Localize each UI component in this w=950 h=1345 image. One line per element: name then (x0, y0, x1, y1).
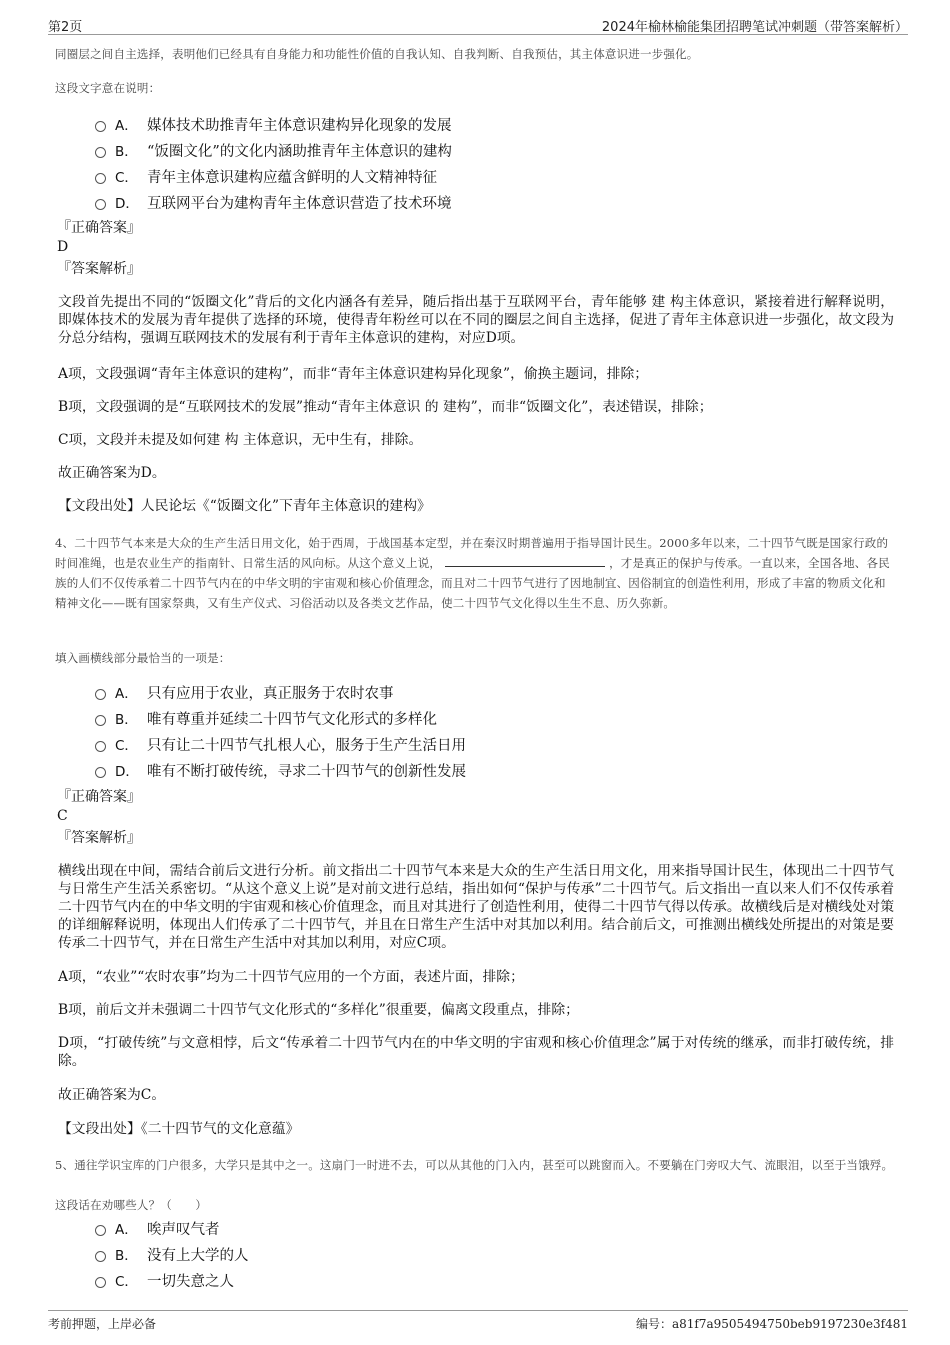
radio-icon[interactable] (95, 741, 106, 752)
radio-icon[interactable] (95, 689, 106, 700)
q5-options (95, 1215, 895, 1293)
page-number: 第2页 (48, 20, 83, 35)
q4-answer: C (57, 808, 68, 824)
radio-icon[interactable] (95, 1251, 106, 1262)
q3-passage-end: 同圈层之间自主选择，表明他们已经具有自身能力和功能性价值的自我认知、自我判断、自我预估，其主体意识进一步强化。 (55, 47, 699, 61)
q3-option-c[interactable]: C． 青年主体意识建构应蕴含鲜明的人文精神特征 (95, 163, 895, 189)
q3-answer: D (57, 239, 69, 255)
q4-answer-label: 『正确答案』 (57, 789, 141, 805)
q3-analysis-a: A项，文段强调“青年主体意识的建构”，而非“青年主体意识建构异化现象”，偷换主题词，排除； (58, 366, 649, 382)
q3-analysis-c: C项，文段并未提及如何建 构 主体意识，无中生有，排除。 (58, 432, 423, 448)
q4-source: 【文段出处】《二十四节气的文化意蕴》 (58, 1121, 300, 1137)
fill-blank (445, 554, 605, 567)
q3-analysis-b: B项，文段强调的是“互联网技术的发展”推动“青年主体意识 的 建构”，而非“饭圈文化”，表述错误，排除； (58, 399, 713, 415)
q3-conclusion: 故正确答案为D。 (58, 465, 166, 481)
q5-option-b[interactable]: B． 没有上大学的人 (95, 1241, 895, 1267)
radio-icon[interactable] (95, 173, 106, 184)
q4-option-c[interactable]: C． 只有让二十四节气扎根人心，服务于生产生活日用 (95, 731, 895, 757)
q3-option-a[interactable]: A． 媒体技术助推青年主体意识建构异化现象的发展 (95, 111, 895, 137)
q3-analysis-label: 『答案解析』 (57, 261, 141, 277)
radio-icon[interactable] (95, 199, 106, 210)
q3-options (95, 111, 895, 215)
radio-icon[interactable] (95, 767, 106, 778)
q3-analysis-main: 文段首先提出不同的“饭圈文化”背后的文化内涵各有差异，随后指出基于互联网平台，青年能够 建 构主体意识，紧接着进行解释说明，即媒体技术的发展为青年提供了选择的环境，使得青年粉丝可以在不同的圈层之间自主选择，促进了青年主体意识进一步强化，故文段为分总分结构，强调互联网技术的发展有利于青年主体意识的建构，对应D项。 (58, 294, 894, 346)
radio-icon[interactable] (95, 715, 106, 726)
q4-option-a[interactable]: A． 只有应用于农业，真正服务于农时农事 (95, 679, 895, 705)
q4-passage: 4、二十四节气本来是大众的生产生活日用文化，始于西周，于战国基本定型，并在秦汉时期普遍用于指导国计民生。2000多年以来，二十四节气既是国家行政的时间准绳，也是农业生产的指南针、日常生活的风向标。从这个意义上说， ，才是真正的保护与传承。一直以来，全国各地、各民族的人们不仅传承着二十四节气内在的中华文明的宇宙观和核心价值理念，而且对二十四节气进行了因地制宜、因俗制宜的创造性利用，形成了丰富的物质文化和精神文化——既有国家祭典，又有生产仪式、习俗活动以及各类文艺作品，使二十四节气文化得以生生不息、历久弥新。 (55, 536, 890, 610)
q5-prompt: 这段话在劝哪些人？（ ） (55, 1198, 208, 1212)
document-id: 编号：a81f7a9505494750beb9197230e3f481 (636, 1317, 908, 1331)
page-header (48, 14, 908, 35)
q4-analysis-main: 横线出现在中间，需结合前后文进行分析。前文指出二十四节气本来是大众的生产生活日用文化，用来指导国计民生，体现出二十四节气与日常生产生活关系密切。“从这个意义上说”是对前文进行总结，指出如何“保护与传承”二十四节气。后文指出一直以来人们不仅传承着二十四节气内在的中华文明的宇宙观和核心价值理念，而且对其进行了创造性利用，使得二十四节气得以传承。故横线后是对横线处对策的详细解释说明，体现出人们传承了二十四节气，并且在日常生产生活中对其加以利用。结合前后文，可推测出横线处所提出的对策是要传承二十四节气，并在日常生产生活中对其加以利用，对应C项。 (58, 863, 894, 951)
document-title: 2024年榆林榆能集团招聘笔试冲刺题（带答案解析） (601, 20, 908, 35)
q4-option-d[interactable]: D． 唯有不断打破传统，寻求二十四节气的创新性发展 (95, 757, 895, 783)
q4-analysis-label: 『答案解析』 (57, 830, 141, 846)
footer-slogan: 考前押题，上岸必备 (48, 1317, 157, 1331)
q5-option-a[interactable]: A． 唉声叹气者 (95, 1215, 895, 1241)
page-footer (48, 1310, 908, 1335)
q4-conclusion: 故正确答案为C。 (58, 1087, 166, 1103)
radio-icon[interactable] (95, 147, 106, 158)
q4-option-b[interactable]: B． 唯有尊重并延续二十四节气文化形式的多样化 (95, 705, 895, 731)
radio-icon[interactable] (95, 1225, 106, 1236)
q3-prompt: 这段文字意在说明： (55, 81, 161, 95)
radio-icon[interactable] (95, 121, 106, 132)
q3-option-b[interactable]: B． “饭圈文化”的文化内涵助推青年主体意识的建构 (95, 137, 895, 163)
q5-passage: 5、通往学识宝库的门户很多，大学只是其中之一。这扇门一时进不去，可以从其他的门入内，甚至可以跳窗而入。不要躺在门旁叹大气、流眼泪，以至于当饿殍。 (55, 1158, 894, 1172)
q4-options (95, 679, 895, 783)
q4-analysis-b: B项，前后文并未强调二十四节气文化形式的“多样化”很重要，偏离文段重点，排除； (58, 1002, 579, 1018)
q5-option-c[interactable]: C． 一切失意之人 (95, 1267, 895, 1293)
q3-source: 【文段出处】人民论坛《“饭圈文化”下青年主体意识的建构》 (58, 498, 431, 514)
radio-icon[interactable] (95, 1277, 106, 1288)
q4-analysis-d: D项，“打破传统”与文意相悖，后文“传承着二十四节气内在的中华文明的宇宙观和核心价值理念”属于对传统的继承，而非打破传统，排除。 (58, 1035, 894, 1069)
q3-answer-label: 『正确答案』 (57, 220, 141, 236)
q3-option-d[interactable]: D． 互联网平台为建构青年主体意识营造了技术环境 (95, 189, 895, 215)
q4-analysis-a: A项，“农业”“农时农事”均为二十四节气应用的一个方面，表述片面，排除； (58, 969, 524, 985)
q4-prompt: 填入画横线部分最恰当的一项是： (55, 651, 231, 665)
